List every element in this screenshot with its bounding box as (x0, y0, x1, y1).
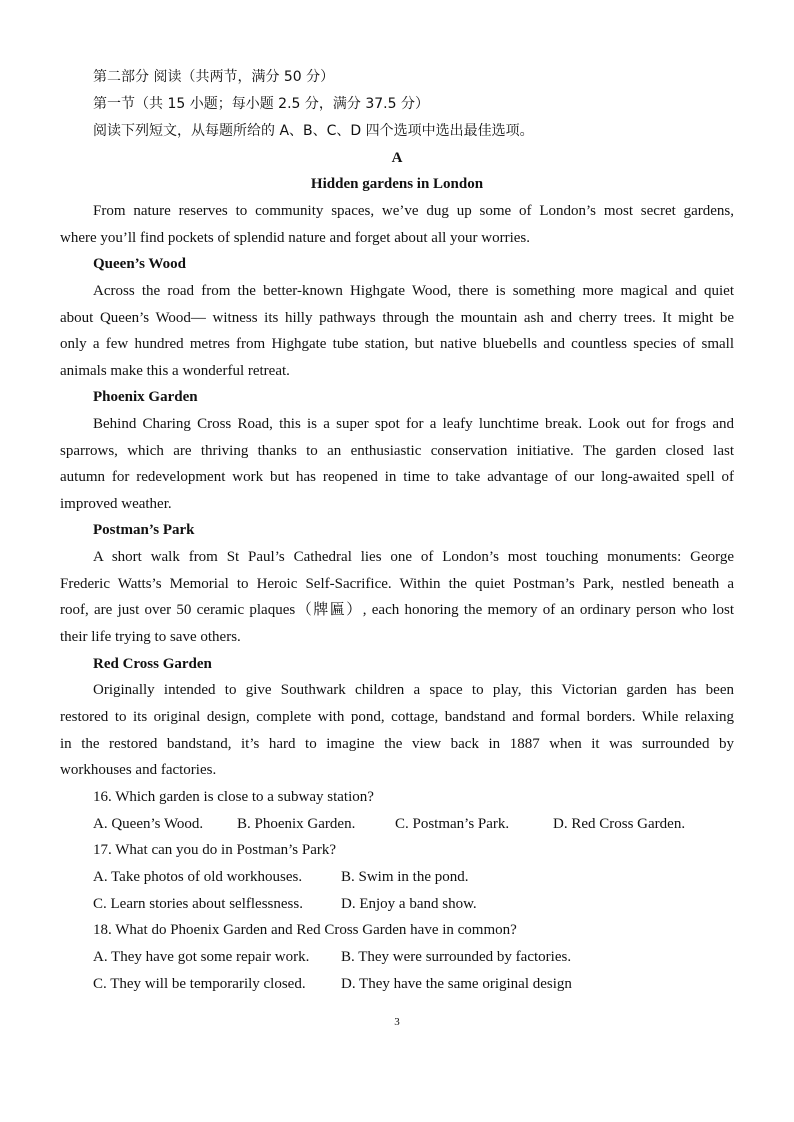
paragraph-line: restored to its original design, complete with pond, cottage, bandstand and formal borders. While relaxing (60, 709, 734, 725)
question-16-option-b[interactable]: B. Phoenix Garden. (237, 816, 356, 832)
question-18-option-b[interactable]: B. They were surrounded by factories. (341, 949, 572, 965)
paragraph-line: Across the road from the better-known Highgate Wood, there is something more magical and quiet (93, 283, 734, 299)
paragraph-line: only a few hundred metres from Highgate tube station, but native bluebells and countless species of small (60, 336, 734, 352)
question-17-option-b[interactable]: B. Swim in the pond. (341, 869, 469, 885)
paragraph-line: roof, are just over 50 ceramic plaques（牌匾）, each honoring the memory of an ordinary person who lost (60, 602, 734, 618)
question-16-option-d[interactable]: D. Red Cross Garden. (553, 816, 686, 832)
instruction-text: 阅读下列短文，从每题所给的 A、B、C、D 四个选项中选出最佳选项。 (93, 123, 534, 139)
paragraph-line: about Queen’s Wood— witness its hilly pathways through the mountain ash and cherry trees. It might be (60, 310, 734, 326)
section-heading: 第一节（共 15 小题；每小题 2.5 分，满分 37.5 分） (93, 96, 429, 112)
question-17-option-a[interactable]: A. Take photos of old workhouses. (93, 869, 303, 885)
paragraph-line: A short walk from St Paul’s Cathedral lies one of London’s most touching monuments: George (93, 549, 734, 565)
question-18-stem: 18. What do Phoenix Garden and Red Cross Garden have in common? (93, 922, 517, 938)
question-16-option-c[interactable]: C. Postman’s Park. (395, 816, 510, 832)
paragraph-line: in the restored bandstand, it’s hard to imagine the view back in 1887 when it was surrounded by (60, 736, 734, 752)
page-number: 3 (394, 1016, 400, 1028)
passage-letter: A (391, 150, 403, 166)
part-heading: 第二部分 阅读（共两节，满分 50 分） (93, 69, 335, 85)
section-heading-phoenix-garden: Phoenix Garden (93, 389, 198, 405)
question-18-option-c[interactable]: C. They will be temporarily closed. (93, 976, 306, 992)
section-heading-queens-wood: Queen’s Wood (93, 256, 186, 272)
paragraph-line: their life trying to save others. (60, 629, 241, 645)
paragraph-line: improved weather. (60, 496, 172, 512)
question-17-stem: 17. What can you do in Postman’s Park? (93, 842, 337, 858)
paragraph-line: autumn for redevelopment work but has reopened in time to take advantage of our long-awaited spell of (60, 469, 734, 485)
intro-line: where you’ll find pockets of splendid nature and forget about all your worries. (60, 230, 531, 246)
paragraph-line: Frederic Watts’s Memorial to Heroic Self-Sacrifice. Within the quiet Postman’s Park, nestled beneath a (60, 576, 734, 592)
paragraph-line: Originally intended to give Southwark children a space to play, this Victorian garden has been (93, 682, 734, 698)
question-17-option-d[interactable]: D. Enjoy a band show. (341, 896, 477, 912)
intro-line: From nature reserves to community spaces, we’ve dug up some of London’s most secret gardens, (93, 203, 734, 219)
section-heading-red-cross-garden: Red Cross Garden (93, 656, 212, 672)
question-16-option-a[interactable]: A. Queen’s Wood. (93, 816, 204, 832)
question-18-option-a[interactable]: A. They have got some repair work. (93, 949, 310, 965)
question-17-option-c[interactable]: C. Learn stories about selflessness. (93, 896, 303, 912)
paragraph-line: workhouses and factories. (60, 762, 217, 778)
passage-title: Hidden gardens in London (310, 176, 484, 192)
paragraph-line: sparrows, which are thriving thanks to an enthusiastic conservation initiative. The garden closed last (60, 443, 734, 459)
question-18-option-d[interactable]: D. They have the same original design (341, 976, 572, 992)
question-16-stem: 16. Which garden is close to a subway station? (93, 789, 374, 805)
section-heading-postmans-park: Postman’s Park (93, 522, 195, 538)
paragraph-line: animals make this a wonderful retreat. (60, 363, 290, 379)
paragraph-line: Behind Charing Cross Road, this is a super spot for a leafy lunchtime break. Look out for frogs and (93, 416, 734, 432)
